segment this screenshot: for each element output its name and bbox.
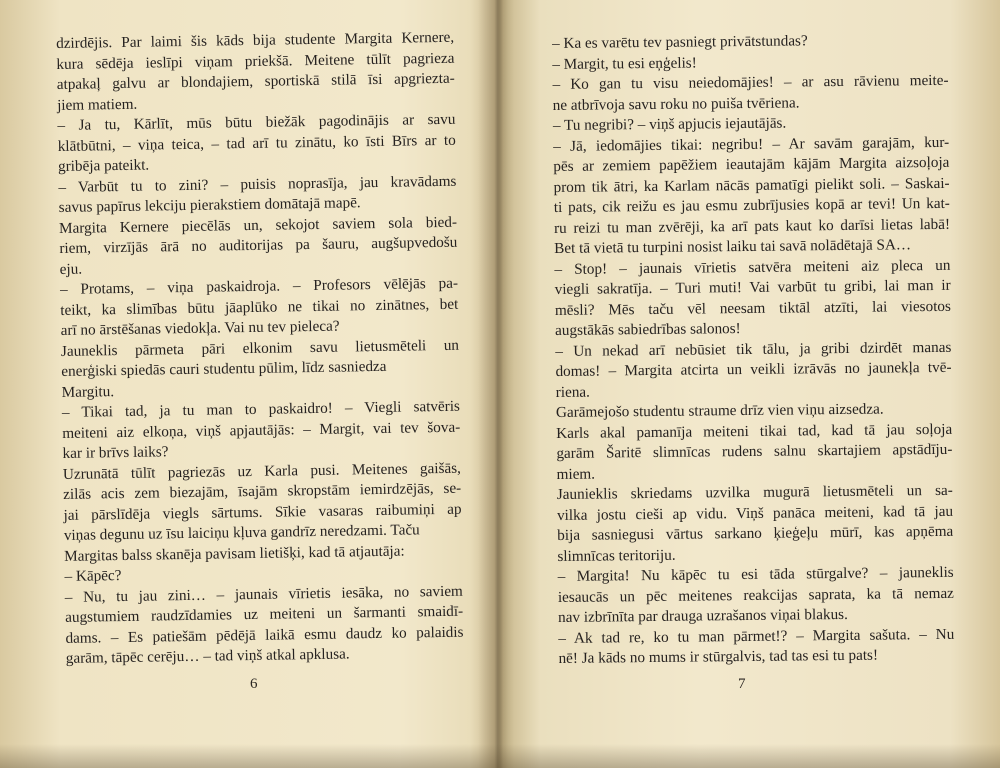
text-line: kura sēdēja ieslīpi viņam priekšā. Meitene tūlīt pagrieza: [56, 49, 455, 73]
text-line: prom tik ātri, ka Karlam nācās pamatīgi pielikt soli. – Saskai-: [553, 174, 950, 196]
text-line: Jauneklis pārmeta pāri elkonim savu lietusmēteli un: [60, 336, 460, 360]
right-page-number: 7: [738, 676, 746, 692]
text-line: ru reizi tu man zvērēji, ka arī pats kaut ko darīsi lietas labā!: [553, 215, 951, 237]
text-line: – Un nekad arī nebūsiet tik tālu, ja gribi dzirdēt manas: [555, 338, 952, 360]
text-line: – Tikai tad, ja tu man to paskaidro! – Viegli satvēris: [61, 397, 461, 421]
text-line: enerģiski spiedās cauri studentu pūlim, līdz sasniedza: [61, 357, 387, 380]
text-line: nē! Ja kāds no mums ir stūrgalvis, tad tas esi tu pats!: [558, 646, 879, 667]
text-line: slimnīcas teritoriju.: [557, 546, 676, 565]
text-line: Margita Kernere piecēlās un, sekojot saviem sola bied-: [58, 213, 458, 237]
text-line: atpakaļ galvu ar blondajiem, sportiskā stilā īsi apgriezta-: [56, 69, 455, 93]
left-page-text: [56, 28, 464, 670]
text-line: mēsli? Mēs taču vēl neesam tiktāl atzīti, lai viesotos: [554, 297, 951, 319]
right-page-text: [552, 30, 955, 670]
text-line: Karls akal pamanīja meiteni tikai tad, kad tā jau soļoja: [556, 420, 953, 442]
left-page-number: 6: [250, 676, 258, 692]
text-line: ne atbrīvoja savu roku no puiša tvēriena.: [552, 93, 800, 114]
text-line: – Jā, iedomājies tikai: negribu! – Ar savām garajām, kur-: [553, 133, 950, 155]
text-line: teikt, ka slimības būtu jāaplūko ne tikai no zinātnes, bet: [60, 295, 459, 319]
text-line: riem, virzījās ārā no auditorijas pa šauru, augšupvedošu: [59, 233, 458, 257]
text-line: klātbūtni, – viņa teica, – tad arī tu zinātu, ko īsti Bīrs ar to: [57, 131, 456, 155]
text-line: ti pats, cik reižu es jau esmu zubrījusies kopā ar tevi! Un kat-: [553, 194, 950, 216]
page-bottom-shadow: [0, 744, 1000, 768]
text-line: Jaunieklis skriedams uzvilka mugurā lietusmēteli un sa-: [556, 481, 953, 503]
text-line: nav izbrīnīta par drauga uzrašanos viņai blakus.: [558, 605, 848, 626]
text-line: garām Šaritē slimnīcas rudens salnu skartajiem apstādīju-: [556, 440, 953, 462]
text-line: – Nu, tu jau zini… – jaunais vīrietis iesāka, no saviem: [64, 582, 463, 606]
text-line: dzirdējis. Par laimi šis kāds bija studente Margita Kernere,: [56, 28, 455, 52]
text-line: augstākās sabiedrības salonos!: [555, 320, 741, 339]
text-line: eju.: [59, 260, 83, 278]
text-line: – Margita! Nu kāpēc tu esi tāda stūrgalve? – jauneklis: [557, 563, 954, 585]
text-line: – Ja tu, Kārlīt, mūs būtu biežāk pagodinājis ar savu: [57, 110, 456, 134]
text-line: pēs ar zemiem papēžiem ieautajām kājām Margita aizsoļoja: [553, 153, 950, 175]
text-line: – Ka es varētu tev pasniegt privātstundas?: [552, 32, 808, 52]
text-line: garām, tāpēc cerēju… – tad viņš atkal apklusa.: [65, 645, 350, 667]
text-line: iesaucās un pēc meitenes reakcijas saprata, ka tā nemaz: [557, 584, 954, 606]
text-line: Margitas balss skanēja pavisam lietišķi, kad tā atjautāja:: [64, 542, 405, 565]
text-line: – Kāpēc?: [64, 567, 122, 585]
text-line: arī no ārstēšanas viedokļa. Vai nu tev pieleca?: [60, 317, 340, 339]
text-line: jai pārslīdēja viegls sārtums. Sīkie vasaras raibumiņi ap: [63, 500, 462, 524]
text-line: vilka jostu cieši ap vidu. Viņš panāca meiteni, kad tā jau: [556, 502, 954, 524]
text-line: – Protams, – viņa paskaidroja. – Profesors vēlējās pa-: [59, 274, 459, 298]
text-line: miem.: [556, 465, 596, 483]
text-line: Uzrunātā tūlīt pagriezās uz Karla pusi. Meitenes gaišās,: [62, 459, 461, 483]
text-line: – Tu negribi? – viņš apjucis iejautājās.: [552, 114, 787, 134]
text-line: Bet tā vietā tu turpini nosist laiku tai savā nolādētajā SA…: [554, 236, 912, 257]
text-line: viegli sakratīja. – Turi muti! Vai varbūt tu gribi, lai man ir: [554, 276, 951, 298]
right-page: [500, 0, 1000, 768]
text-line: bija sasniegusi vārtus sarkano ķieģeļu mūrī, kas apņēma: [557, 522, 954, 544]
text-line: – Ko gan tu visu neiedomājies! – ar asu rāvienu meite-: [552, 71, 949, 93]
text-line: kar ir brīvs laiks?: [62, 443, 169, 462]
left-page: [0, 0, 488, 768]
text-line: – Margit, tu esi eņģelis!: [552, 53, 697, 73]
text-line: riena.: [555, 383, 590, 401]
text-line: dams. – Es patiešām pēdējā laikā esmu daudz ko palaidis: [65, 623, 464, 647]
text-line: jiem matiem.: [56, 95, 138, 114]
text-line: domas! – Margita atcirta un veikli izrāvās no jaunekļa tvē-: [555, 358, 952, 380]
text-line: savus papīrus lekciju pierakstiem domātajā mapē.: [58, 194, 361, 216]
text-line: – Varbūt tu to zini? – puisis noprasīja, jau kravādams: [58, 172, 457, 196]
text-line: – Stop! – jaunais vīrietis satvēra meiteni aiz pleca un: [554, 256, 951, 278]
text-line: Garāmejošo studentu straume drīz vien viņu aizsedza.: [555, 400, 884, 421]
text-line: zilās acis zem biezajām, īsajām skropstām iemirdzējās, se-: [63, 479, 462, 503]
text-line: viņas degunu uz īsu laiciņu kļuva gandrīz neredzami. Taču: [63, 521, 420, 544]
text-line: augstumiem raudzīdamies uz meiteni un šarmanti smaidī-: [65, 602, 464, 626]
text-line: gribēja pateikt.: [57, 156, 150, 175]
text-line: – Ak tad re, ko tu man pārmet!? – Margita sašuta. – Nu: [558, 625, 955, 647]
text-line: Margitu.: [61, 382, 115, 401]
text-line: meiteni aiz elkoņa, viņš apjautājās: – Margit, vai tev šova-: [62, 418, 461, 442]
